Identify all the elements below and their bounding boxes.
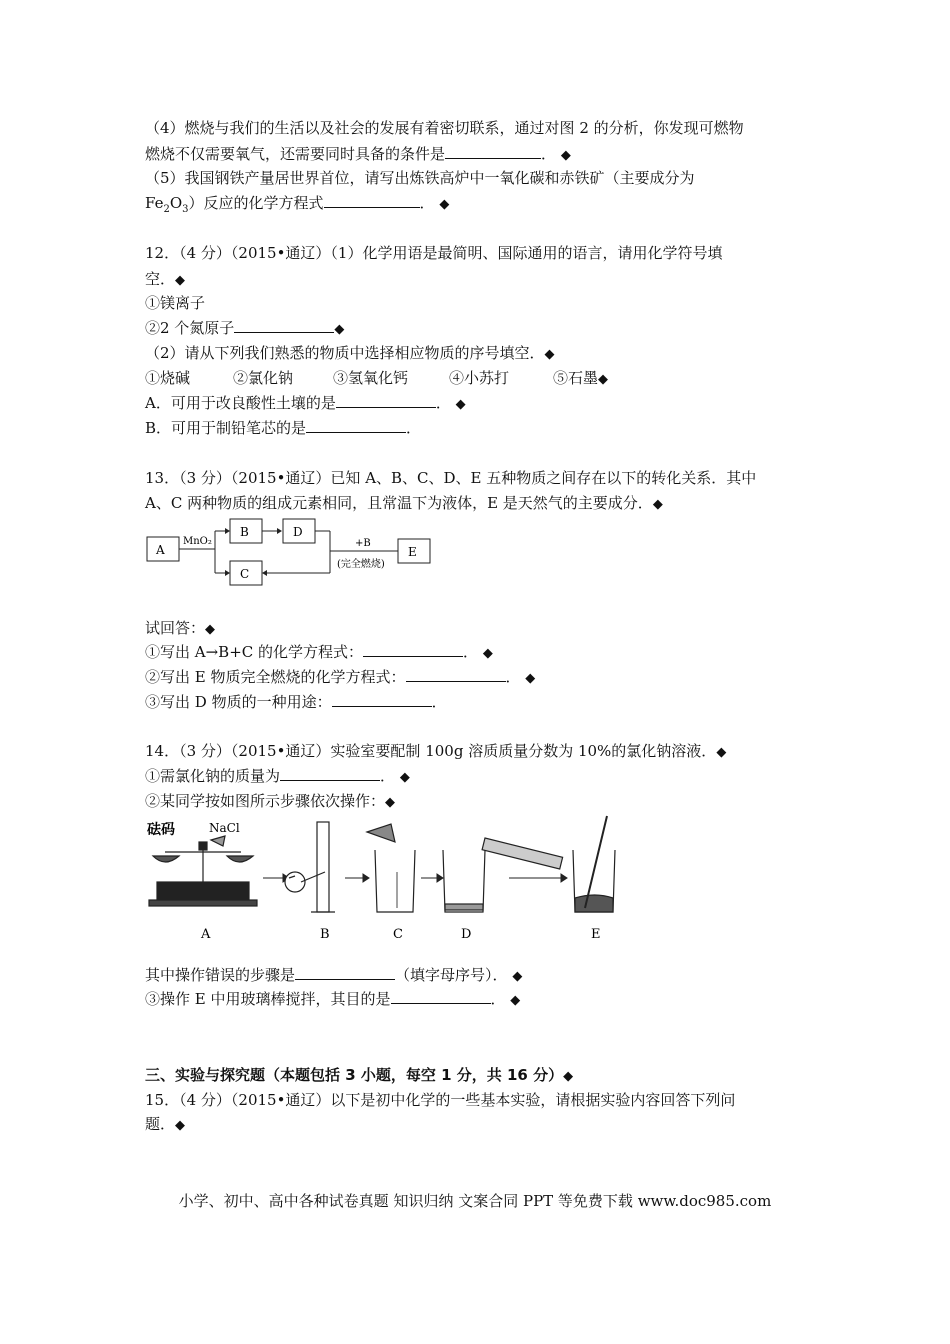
node-a: A — [156, 543, 165, 557]
answer-blank[interactable] — [234, 317, 334, 333]
diamond-icon: ◆ — [205, 622, 216, 637]
option-item: ③氢氧化钙 — [333, 369, 409, 387]
section-3-title: 三、实验与探究题（本题包括 3 小题，每空 1 分，共 16 分）◆ — [145, 1066, 574, 1084]
step-label-d: D — [461, 927, 472, 942]
answer-blank[interactable] — [332, 691, 432, 707]
plus-b-label: +B — [355, 538, 371, 549]
diamond-icon: ◆ — [399, 770, 410, 785]
diamond-icon: ◆ — [544, 347, 555, 362]
condition-label: (完全燃烧) — [337, 559, 385, 570]
page-footer: 小学、初中、高中各种试卷真题 知识归纳 文案合同 PPT 等免费下载 www.doc985.com — [178, 1192, 772, 1210]
q12-item2: ②2 个氮原子 ◆ — [145, 319, 345, 337]
balance-illustration — [149, 836, 257, 906]
q15-heading-cont: 题．◆ — [145, 1115, 186, 1133]
q11-part5-line2: $Fe_2O_3$）反应的化学方程式 ． ◆ — [145, 194, 450, 215]
q12-heading-cont: 空．◆ — [145, 270, 186, 288]
diamond-icon: ◆ — [439, 197, 450, 212]
node-b: B — [240, 525, 249, 539]
diamond-icon: ◆ — [455, 397, 466, 412]
diamond-icon: ◆ — [598, 372, 609, 387]
q13-heading-cont: A、C 两种物质的组成元素相同，且常温下为液体，E 是天然气的主要成分．◆ — [145, 494, 663, 512]
q14-error-step: 其中操作错误的步骤是 （填字母序号）． ◆ — [145, 966, 523, 984]
node-d: D — [293, 525, 303, 539]
diamond-icon: ◆ — [482, 646, 493, 661]
catalyst-label: MnO₂ — [183, 536, 212, 547]
diamond-icon: ◆ — [563, 1069, 574, 1084]
q11-part5-line1: （5）我国钢铁产量居世界首位，请写出炼铁高炉中一氧化碳和赤铁矿（主要成分为 — [145, 169, 695, 187]
q13-item2: ②写出 E 物质完全燃烧的化学方程式： ． ◆ — [145, 668, 536, 686]
answer-blank[interactable] — [336, 392, 436, 408]
diamond-icon: ◆ — [716, 745, 727, 760]
q13-item3: ③写出 D 物质的一种用途： ． — [145, 693, 447, 711]
q14-item1: ①需氯化钠的质量为 ． ◆ — [145, 767, 410, 785]
q12-a: A．可用于改良酸性土壤的是 ． ◆ — [145, 394, 466, 412]
beaker-c-illustration — [367, 824, 415, 912]
transformation-diagram — [145, 515, 435, 593]
q15-heading: 15．（4 分）（2015•通辽）以下是初中化学的一些基本实验，请根据实验内容回答下列问 — [145, 1091, 736, 1109]
q13-item1: ①写出 A→B+C 的化学方程式： ． ◆ — [145, 643, 493, 661]
nacl-label: NaCl — [209, 821, 240, 835]
q13-heading: 13．（3 分）（2015•通辽）已知 A、B、C、D、E 五种物质之间存在以下的转化关系．其中 — [145, 469, 757, 487]
step-label-a: A — [201, 927, 211, 942]
q11-part4-line1: （4）燃烧与我们的生活以及社会的发展有着密切联系，通过对图 2 的分析，你发现可燃物 — [145, 119, 744, 137]
q12-heading: 12．（4 分）（2015•通辽）（1）化学用语是最简明、国际通用的语言，请用化学符号填 — [145, 244, 723, 262]
diamond-icon: ◆ — [175, 1118, 186, 1133]
q14-heading: 14．（3 分）（2015•通辽）实验室要配制 100g 溶质质量分数为 10%的氯化钠溶液．◆ — [145, 742, 727, 760]
q12-options — [145, 367, 608, 391]
q12-item1: ①镁离子 — [145, 294, 206, 312]
q13-ask: 试回答：◆ — [145, 619, 216, 637]
answer-blank[interactable] — [363, 641, 463, 657]
q12-b: B．可用于制铅笔芯的是 ． — [145, 419, 422, 437]
answer-blank[interactable] — [324, 192, 420, 208]
option-item: ②氯化钠 — [233, 369, 294, 387]
diamond-icon: ◆ — [652, 497, 663, 512]
option-item: ①烧碱 — [145, 369, 191, 387]
answer-blank[interactable] — [445, 143, 541, 159]
beaker-e-illustration — [573, 816, 615, 912]
beaker-d-illustration — [443, 838, 563, 912]
option-item: ④小苏打 — [449, 369, 510, 387]
answer-blank[interactable] — [295, 964, 395, 980]
diamond-icon: ◆ — [510, 993, 521, 1008]
diamond-icon: ◆ — [525, 671, 536, 686]
answer-blank[interactable] — [306, 417, 406, 433]
answer-blank[interactable] — [406, 666, 506, 682]
node-c: C — [240, 567, 250, 581]
lab-procedure-figure — [145, 812, 625, 946]
diamond-icon: ◆ — [512, 969, 523, 984]
q14-item2: ②某同学按如图所示步骤依次操作：◆ — [145, 792, 396, 810]
q12-part2: （2）请从下列我们熟悉的物质中选择相应物质的序号填空．◆ — [145, 344, 555, 362]
weights-label: 砝码 — [147, 822, 175, 838]
diamond-icon: ◆ — [334, 322, 345, 337]
diamond-icon: ◆ — [385, 795, 396, 810]
step-label-e: E — [591, 927, 601, 942]
node-e: E — [408, 545, 417, 559]
diamond-icon: ◆ — [175, 273, 186, 288]
diamond-icon: ◆ — [560, 148, 571, 163]
step-label-b: B — [320, 927, 330, 942]
q14-item3: ③操作 E 中用玻璃棒搅拌，其目的是 ． ◆ — [145, 990, 521, 1008]
step-label-c: C — [393, 927, 403, 942]
cylinder-illustration — [285, 822, 335, 912]
answer-blank[interactable] — [280, 765, 380, 781]
answer-blank[interactable] — [391, 988, 491, 1004]
option-item: ⑤石墨 — [553, 369, 599, 387]
q11-part4-line2: 燃烧不仅需要氧气，还需要同时具备的条件是 ． ◆ — [145, 145, 571, 163]
